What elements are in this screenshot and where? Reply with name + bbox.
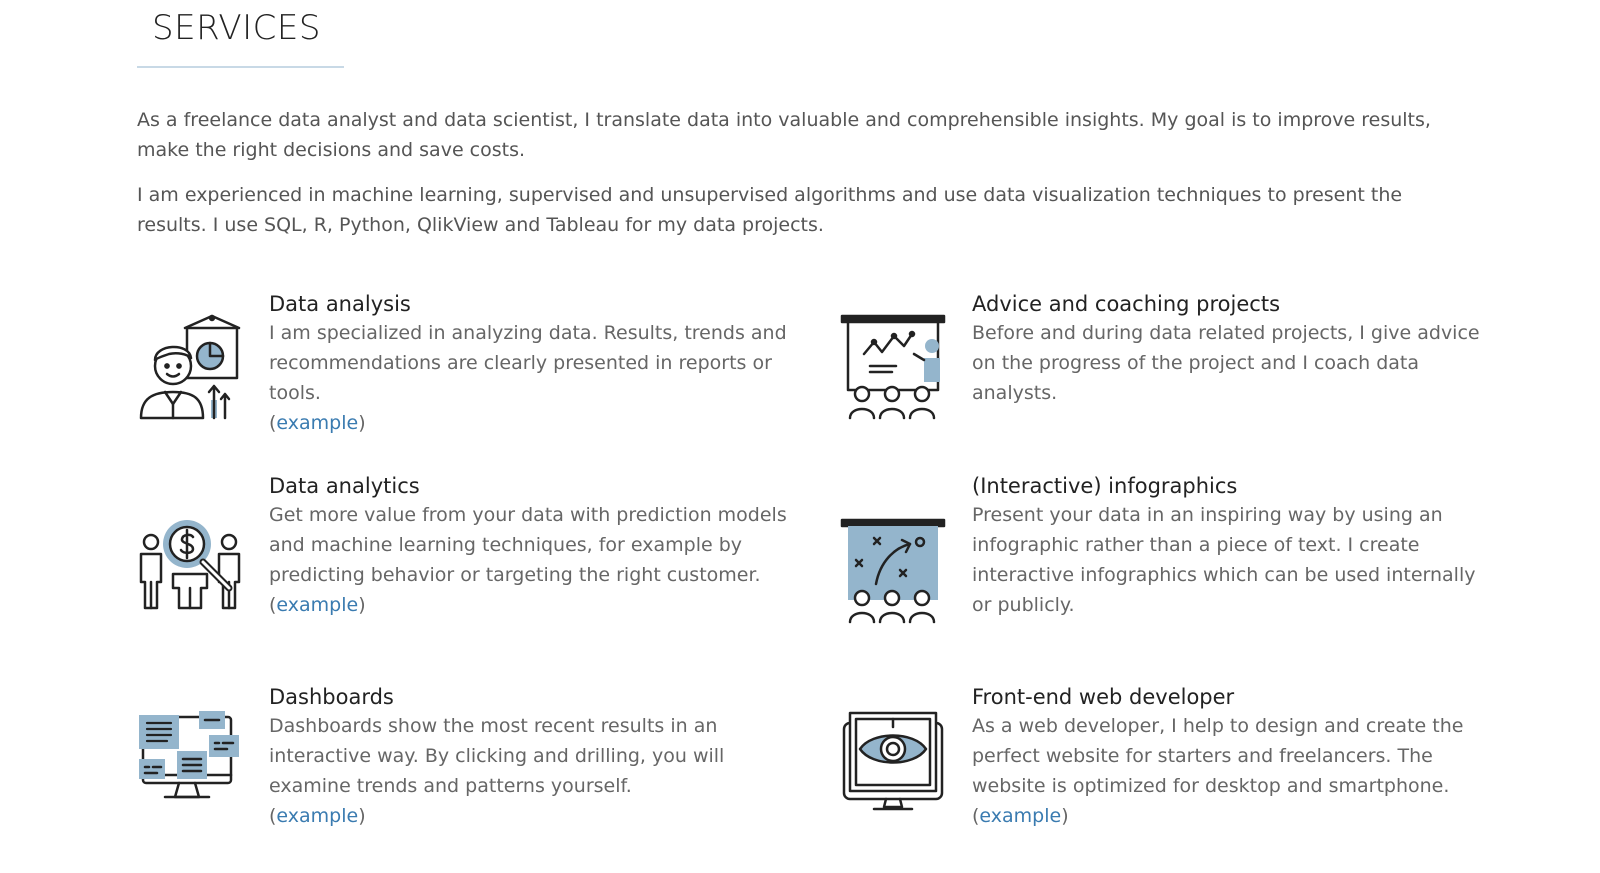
service-title: Dashboards — [269, 685, 394, 709]
service-title: Data analytics — [269, 474, 420, 498]
example-link[interactable]: example — [276, 805, 359, 827]
example-line: (example) — [269, 805, 366, 827]
service-description: Dashboards show the most recent results in an interactive way. By clicking and drilling, you will examine trends and patterns yourself. — [269, 715, 725, 797]
magnifier-dollar-people-icon — [137, 518, 243, 624]
service-title: Front-end web developer — [972, 685, 1235, 709]
analyst-with-chart-icon — [137, 314, 243, 420]
example-line: (example) — [269, 412, 366, 434]
service-title: Advice and coaching projects — [972, 292, 1281, 316]
monitor-widgets-icon — [137, 707, 243, 813]
service-description: Present your data in an inspiring way by using an infographic rather than a piece of text. I create interactive infographics which can be used internally or publicly. — [972, 504, 1476, 616]
service-description: Before and during data related projects, I give advice on the progress of the project and I coach data analysts. — [972, 322, 1480, 404]
example-link[interactable]: example — [276, 412, 359, 434]
monitor-eye-icon — [840, 707, 946, 813]
strategy-board-audience-icon — [840, 518, 946, 624]
example-line: (example) — [269, 594, 366, 616]
service-description: I am specialized in analyzing data. Results, trends and recommendations are clearly presented in reports or tools. — [269, 322, 787, 404]
service-description: Get more value from your data with prediction models and machine learning techniques, for example by predicting behavior or targeting the right customer. — [269, 504, 787, 586]
service-title: (Interactive) infographics — [972, 474, 1238, 498]
service-description: As a web developer, I help to design and create the perfect website for starters and freelancers. The website is optimized for desktop and smartphone. — [972, 715, 1464, 797]
example-line: (example) — [972, 805, 1069, 827]
presentation-board-audience-icon — [840, 314, 946, 420]
title-underline — [137, 66, 344, 68]
service-title: Data analysis — [269, 292, 411, 316]
intro-paragraph-2: I am experienced in machine learning, supervised and unsupervised algorithms and use data visualization techniques to present the results. I use SQL, R, Python, QlikView and Tableau for my data projects. — [137, 184, 1403, 236]
example-link[interactable]: example — [276, 594, 359, 616]
intro-paragraph-1: As a freelance data analyst and data scientist, I translate data into valuable and comprehensible insights. My goal is to improve results, make the right decisions and save costs. — [137, 109, 1431, 161]
section-title: SERVICES — [152, 8, 321, 48]
example-link[interactable]: example — [979, 805, 1062, 827]
